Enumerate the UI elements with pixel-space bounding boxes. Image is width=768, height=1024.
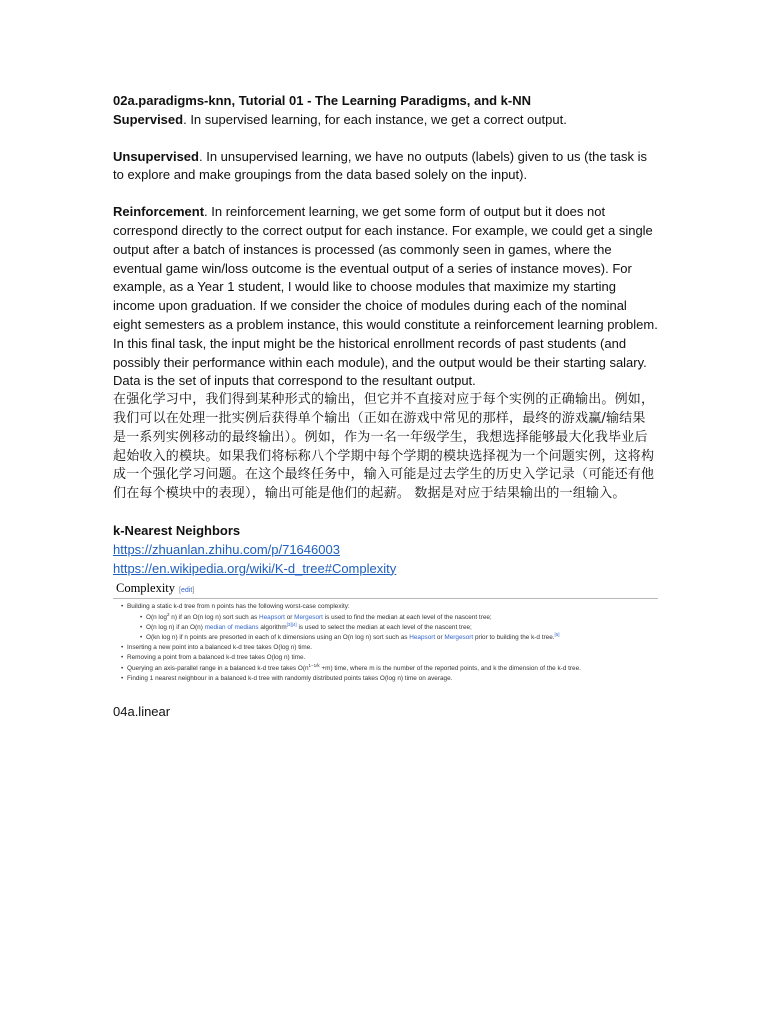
knn-heading: k-Nearest Neighbors	[113, 522, 241, 538]
wiki-sub-bullet-heapsort	[140, 613, 658, 623]
unsupervised-paragraph	[113, 148, 658, 186]
zhihu-link[interactable]: https://zhuanlan.zhihu.com/p/71646003	[113, 541, 340, 557]
heapsort-link[interactable]: Heapsort	[259, 613, 285, 621]
citation-link[interactable]: [3][4]	[286, 621, 297, 627]
reinforcement-text: . In reinforcement learning, we get some form of output but it does not correspond directly to the correct output for each instance. For example, we could get a single output after a batch of instances is processed (as commonly seen in games, where the eventual game win/loss outcome is the eventual output of a series of instance moves). For example, as a Year 1 student, I would like to choose modules that maximize my starting income upon graduation. If we consider the choice of modules during each of the nominal eight semesters as a problem instance, this would constitute a reinforcement learning problem. In this final task, the input might be the historical enrollment records of past students (and possibly their performance within each module), and the output would be their starting salary. Data is the set of inputs that correspond to the resultant output.	[113, 204, 658, 389]
wiki-bullet-remove: • Removing a point from a balanced k-d tree takes O(log n) time.	[121, 653, 658, 663]
wiki-bullet-query	[121, 664, 658, 674]
bullet-text: is used to select the median at each level of the nascent tree;	[296, 623, 472, 631]
reinforcement-paragraph	[113, 203, 658, 391]
bullet-text: or	[284, 613, 295, 621]
bullet-text: algorithm	[258, 623, 287, 631]
document-title: 02a.paradigms-knn, Tutorial 01 - The Learning Paradigms, and k-NN	[113, 93, 532, 108]
bullet-text: O(kn log n) if n points are presorted in each of k dimensions using an O(n log n) sort such as	[146, 633, 410, 641]
document-page	[113, 92, 658, 722]
bullet-text: Querying an axis-parallel range in a balanced k-d tree takes O(n	[127, 664, 309, 672]
wiki-bullet-nearest: • Finding 1 nearest neighbour in a balanced k-d tree with randomly distributed points takes O(log n) time on average.	[121, 674, 658, 684]
reinforcement-heading: Reinforcement	[113, 204, 205, 220]
wiki-edit-link[interactable]	[179, 587, 194, 594]
supervised-paragraph	[113, 111, 658, 130]
bullet-text: O(n log n) if an O(n)	[146, 623, 205, 631]
heapsort-link[interactable]: Heapsort	[409, 633, 436, 641]
citation-link[interactable]: [5]	[554, 631, 560, 637]
footer-section-label: 04a.linear	[113, 703, 171, 719]
mergesort-link[interactable]: Mergesort	[294, 613, 323, 621]
wiki-section-title	[113, 580, 658, 599]
bullet-text: Building a static k-d tree from n points has the following worst-case complexity:	[127, 603, 350, 611]
superscript: 2	[166, 611, 170, 617]
edit-bracket-open: [	[179, 587, 181, 595]
bullet-text: is used to find the median at each level of the nascent tree;	[322, 613, 492, 621]
bullet-text: n) if an O(n log n) sort such as	[169, 613, 259, 621]
bullet-text: prior to building the k-d tree.	[473, 633, 555, 641]
wiki-sub-bullet-median	[140, 623, 658, 633]
wiki-bullet-list	[113, 602, 658, 684]
wiki-bullet-build	[121, 602, 658, 643]
wiki-title-text: Complexity	[116, 581, 176, 596]
median-of-medians-link[interactable]: median of medians	[204, 623, 259, 631]
supervised-heading: Supervised	[113, 111, 184, 127]
bullet-text: O(n log	[146, 613, 167, 621]
supervised-text: . In supervised learning, for each instance, we get a correct output.	[183, 111, 567, 127]
wiki-sub-list	[127, 613, 658, 644]
bullet-text: +m) time, where m is the number of the reported points, and k the dimension of the k-d tree.	[319, 664, 581, 672]
unsupervised-text: . In unsupervised learning, we have no outputs (labels) given to us (the task is to explore and make groupings from the data based solely on the input).	[113, 148, 648, 183]
wiki-sub-bullet-presorted	[140, 633, 658, 643]
unsupervised-heading: Unsupervised	[113, 148, 199, 164]
wiki-complexity-screenshot	[113, 580, 658, 684]
superscript: 1−1/k	[308, 662, 320, 668]
mergesort-link[interactable]: Mergesort	[444, 633, 474, 641]
chinese-paragraph: 在强化学习中，我们得到某种形式的输出，但它并不直接对应于每个实例的正确输出。例如，我们可以在处理一批实例后获得单个输出（正如在游戏中常见的那样，最终的游戏赢/输结果是一系列实例移动的最终输出）。例如，作为一名一年级学生，我想选择能够最大化我毕业后起始收入的模块。如果我们将标称八个学期中每个学期的模块选择视为一个问题实例，这将构成一个强化学习问题。在这个最终任务中，输入可能是过去学生的历史入学记录（可能还有他们在每个模块中的表现），输出可能是他们的起薪。 数据是对应于结果输出的一组输入。	[113, 392, 655, 502]
wiki-bullet-insert: • Inserting a new point into a balanced k-d tree takes O(log n) time.	[121, 643, 658, 653]
edit-bracket-close: ]	[192, 587, 195, 595]
bullet-text: or	[435, 633, 445, 641]
edit-label: edit	[180, 587, 193, 595]
wikipedia-link[interactable]: https://en.wikipedia.org/wiki/K-d_tree#Complexity	[113, 560, 397, 576]
